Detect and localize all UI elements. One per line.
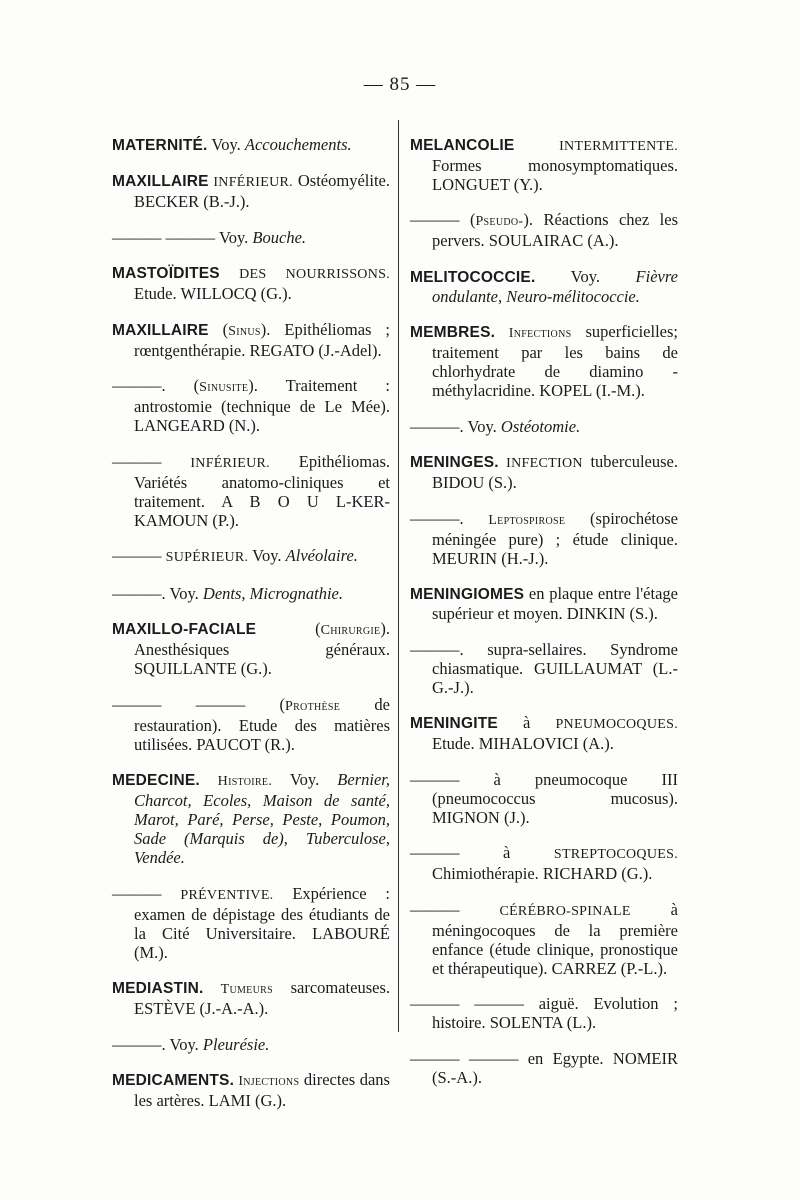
subheading: Prothèse (285, 698, 341, 714)
headword: MEDIASTIN. (112, 980, 204, 997)
subheading: INTERMITTENTE. (514, 138, 678, 154)
entry-text: supra-sellaires. Syndrome chiasmatique. GUILLAUMAT (L.-G.-J.). (432, 639, 678, 697)
index-entry-maxillaire-sinus (112, 320, 390, 360)
cross-reference: Alvéolaire. (285, 546, 358, 565)
headword: MENINGIOMES (410, 586, 525, 603)
index-entry-maxillaire-inferieur (112, 171, 390, 211)
subheading: Sinus (228, 323, 261, 339)
repeat-dash: ——— (410, 899, 500, 919)
entry-text: ( (279, 694, 285, 714)
subheading: PRÉVENTIVE. (180, 887, 274, 903)
repeat-dash: ———. (410, 639, 488, 659)
headword: MELITOCOCCIE. (410, 268, 536, 286)
entry-text: ). Epithéliomas ; rœntgenthérapie. REGATO (J.-Adel). (134, 319, 390, 360)
right-column (410, 118, 678, 1102)
headword: MASTOÏDITES (112, 265, 220, 282)
entry-text: Voy. (207, 134, 245, 154)
entry-text: en plaque entre l'étage supérieur et moyen. DINKIN (S.). (432, 584, 678, 623)
entry-text: ( (469, 210, 476, 229)
cross-reference: Fièvre ondulante, Neuro-mélitococcie. (432, 266, 678, 306)
entry-text: Etude. MIHALOVICI (A.). (432, 734, 614, 753)
index-entry-sub (112, 1035, 390, 1054)
index-entry-sub (112, 228, 390, 247)
index-entry-sub (410, 417, 678, 436)
entry-text: ( (208, 319, 229, 339)
headword: MEDECINE. (112, 772, 200, 789)
cross-reference: Dents, Micrognathie. (202, 583, 343, 603)
entry-text: en Egypte. NOMEIR (S.-A.). (432, 1048, 678, 1087)
subheading: Injections (234, 1074, 300, 1089)
entry-text: ). Traitement : antrostomie (technique de Le Mée). LANGEARD (N.). (134, 376, 390, 435)
subheading: INFÉRIEUR. (190, 455, 270, 471)
entry-text: Voy. (218, 227, 253, 247)
entry-text: Ostéomyélite. BECKER (B.-J.). (134, 171, 390, 211)
subheading: Leptospirose (488, 512, 566, 528)
entry-text: Chimiothérapie. RICHARD (G.). (432, 864, 653, 883)
subheading: DES NOURRISSONS. (219, 267, 390, 282)
subheading: Sinusite (199, 380, 249, 395)
index-entry-sub (410, 994, 678, 1032)
headword: MENINGITE (410, 715, 498, 732)
index-entry-sub (410, 770, 678, 827)
repeat-dash: ———. (112, 583, 170, 603)
entry-text: aiguë. Evolution ; histoire. SOLENTA (L.). (432, 994, 678, 1032)
repeat-dash: ——— (112, 546, 166, 565)
repeat-dash: ——— (112, 451, 191, 471)
entry-text: Etude. WILLOCQ (G.). (134, 284, 292, 303)
subheading: Pseudo- (475, 214, 524, 229)
subheading: INFÉRIEUR. (208, 175, 293, 190)
entry-text: Formes monosymptomatiques. LONGUET (Y.). (432, 155, 678, 194)
subheading: INFECTION (498, 456, 583, 471)
headword: MEMBRES. (410, 324, 496, 341)
subheading: Tumeurs (203, 982, 273, 997)
entry-text: Voy. (169, 583, 203, 603)
index-entry-meningite (410, 713, 678, 753)
cross-reference: Pleurésie. (202, 1034, 270, 1054)
subheading: Histoire. (199, 774, 273, 789)
repeat-dash: ——— (410, 769, 494, 789)
entry-text: Epithéliomas. Variétés anatomo-cliniques et traitement. A B O U L-KER-KAMOUN (P.). (134, 451, 390, 530)
subheading: CÉRÉBRO-SPINALE (499, 903, 631, 919)
headword: MENINGES. (410, 454, 499, 471)
repeat-dash: ———. (112, 1034, 170, 1054)
column-divider (398, 120, 399, 1032)
cross-reference: Ostéotomie. (500, 416, 581, 436)
index-entry-medecine (112, 770, 390, 867)
left-column (112, 118, 390, 1125)
entry-text: sarcomateuses. ESTÈVE (J.-A.-A.). (134, 978, 391, 1018)
index-entry-sub (410, 900, 678, 978)
entry-text: superficielles; traitement par les bains de chlorhydrate de diamino - méthylacridine. KOPEL (I.-M.). (432, 322, 678, 400)
headword: MELANCOLIE (410, 136, 515, 154)
repeat-dash: ———. (410, 508, 489, 528)
entry-text: de restauration). Etude des matières utilisées. PAUCOT (R.). (134, 694, 391, 754)
entry-text: ). Anesthésiques généraux. SQUILLANTE (G.). (134, 619, 390, 678)
entry-text: à (497, 713, 556, 732)
entry-text: ( (256, 619, 321, 638)
subheading: Chirurgie (320, 623, 381, 638)
entry-text: à méningocoques de la première enfance (étude clinique, pronostique et thérapeutique). CARREZ (P.-L.). (432, 899, 678, 978)
headword: MAXILLAIRE (112, 321, 209, 339)
entry-text: Voy. (248, 546, 286, 565)
index-entry-sub (410, 210, 678, 250)
index-entry-sub (112, 695, 390, 754)
entry-text: à (503, 843, 554, 862)
entry-text: Expérience : examen de dépistage des étudiants de la Cité Universitaire. LABOURÉ (M.). (134, 883, 390, 962)
page-number: — 85 — (363, 74, 437, 95)
entry-text: Voy. (535, 266, 636, 286)
entry-text: (spirochétose méningée pure) ; étude clinique. MEURIN (H.-J.). (432, 508, 678, 568)
index-entry-sub (112, 546, 390, 567)
repeat-dash: ——— (410, 843, 504, 862)
index-entry-medicaments (112, 1070, 390, 1110)
entry-text: Voy. (272, 770, 338, 789)
repeat-dash: ——— ——— (410, 994, 539, 1013)
index-entry-melancolie (410, 135, 678, 194)
cross-reference: Bouche. (252, 227, 307, 247)
repeat-dash: ———. (112, 376, 194, 395)
headword: MAXILLO-FACIALE (112, 621, 257, 638)
headword: MATERNITÉ. (112, 136, 208, 154)
index-entry-mediastin (112, 978, 390, 1018)
index-entry-melitococcie (410, 267, 678, 306)
index-entry-sub (410, 509, 678, 568)
subheading: PNEUMOCOQUES. (555, 717, 678, 732)
index-entry-mastoidites (112, 263, 390, 303)
index-entry-sub (410, 843, 678, 883)
headword: MAXILLAIRE (112, 173, 209, 190)
entry-text: Voy. (169, 1034, 203, 1054)
cross-reference: Bernier, Charcot, Ecoles, Maison de santé, Marot, Paré, Perse, Peste, Poumon, Sade (Marquis de), Tuberculose, Vendée. (134, 770, 390, 867)
repeat-dash: ——— ——— (410, 1048, 528, 1068)
entry-text: ). Réactions chez les pervers. SOULAIRAC (A.). (432, 210, 678, 250)
subheading: STREPTOCOQUES. (553, 847, 678, 862)
repeat-dash: ———. (410, 416, 468, 436)
entry-text: Voy. (467, 416, 501, 436)
index-entry-sub (112, 452, 390, 530)
index-entry-sub (112, 584, 390, 603)
index-entry-membres (410, 322, 678, 400)
index-entry-sub (410, 640, 678, 697)
index-entry-maxillo-faciale (112, 619, 390, 678)
headword: MEDICAMENTS. (112, 1072, 235, 1089)
index-entry-sub (112, 376, 390, 435)
entry-text: ( (193, 376, 200, 395)
index-entry-sub (112, 884, 390, 962)
index-entry-sub (410, 1049, 678, 1087)
index-entry-meningiomes (410, 584, 678, 623)
entry-text: tuberculeuse. BIDOU (S.). (432, 452, 678, 492)
repeat-dash: ——— (112, 883, 181, 903)
subheading: SUPÉRIEUR. (165, 550, 249, 565)
index-entry-meninges (410, 452, 678, 492)
index-entry-maternite (112, 135, 390, 155)
cross-reference: Accouchements. (244, 134, 352, 154)
repeat-dash: ——— (410, 210, 470, 229)
repeat-dash: ——— ——— (112, 227, 219, 247)
entry-text: directes dans les artères. LAMI (G.). (134, 1070, 390, 1110)
repeat-dash: ——— ——— (112, 694, 280, 714)
subheading: Infections (495, 326, 572, 341)
entry-text: à pneumocoque III (pneumococcus mucosus). MIGNON (J.). (432, 769, 678, 827)
